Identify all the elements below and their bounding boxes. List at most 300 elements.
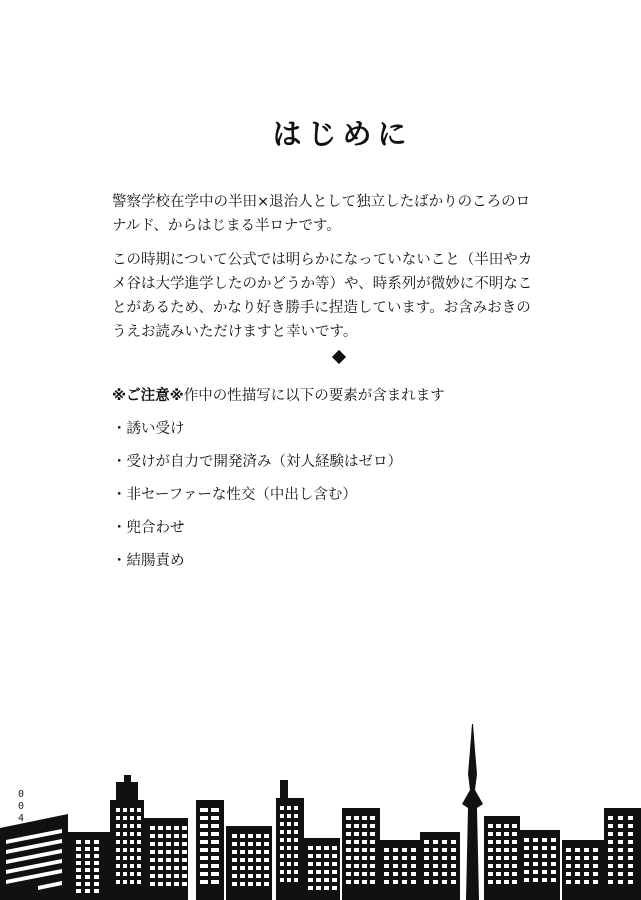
window [256,834,261,838]
window [488,872,493,876]
window [496,824,501,828]
window [76,847,81,851]
window [424,848,429,852]
window [332,862,337,866]
page-number-digit: 0 [17,789,25,800]
window [287,814,291,818]
window [504,832,509,836]
window [533,870,538,874]
city-skyline-illustration [0,680,641,900]
window [370,840,375,844]
window [512,880,517,884]
window [424,880,429,884]
window [496,832,501,836]
window [608,864,613,868]
window [593,848,598,852]
window [174,858,179,862]
window [182,858,187,862]
window [264,866,269,870]
window [308,862,313,866]
window [248,842,253,846]
window [411,880,416,884]
window [393,856,398,860]
window [346,864,351,868]
window [451,848,456,852]
window [370,880,375,884]
window [137,840,141,844]
window [166,882,171,886]
window [137,832,141,836]
window [362,872,367,876]
window [324,862,329,866]
window [182,834,187,838]
window [316,854,321,858]
window [85,861,90,865]
window [158,826,163,830]
window [451,856,456,860]
window [123,824,127,828]
window [628,840,633,844]
list-item: ・結腸責め [112,553,185,569]
window [332,846,337,850]
window [584,848,589,852]
window [150,882,155,886]
window [280,878,284,882]
window [294,846,298,850]
window [411,872,416,876]
window [287,830,291,834]
window [618,864,623,868]
window [287,846,291,850]
window [488,880,493,884]
window [137,872,141,876]
window [393,880,398,884]
window [362,816,367,820]
window [174,842,179,846]
window [393,872,398,876]
window [85,854,90,858]
window [608,856,613,860]
window [137,856,141,860]
window [182,874,187,878]
window [116,872,120,876]
window [116,816,120,820]
window [488,840,493,844]
window [308,846,313,850]
window [211,880,219,884]
window [240,834,245,838]
window [608,840,613,844]
window [354,872,359,876]
window [488,856,493,860]
window [393,848,398,852]
window [94,840,99,844]
window [524,846,529,850]
window [211,848,219,852]
window [287,854,291,858]
window [123,872,127,876]
window [182,842,187,846]
window [264,850,269,854]
window [424,872,429,876]
window [504,840,509,844]
window [593,856,598,860]
window [182,850,187,854]
window [200,816,208,820]
window [402,864,407,868]
window [512,832,517,836]
window [166,866,171,870]
window [123,808,127,812]
window [433,880,438,884]
window [130,824,134,828]
window [608,880,613,884]
window [76,854,81,858]
window [123,880,127,884]
window [85,847,90,851]
window [566,880,571,884]
window [512,864,517,868]
window [628,824,633,828]
window [232,842,237,846]
window [512,840,517,844]
window [308,886,313,890]
window [232,874,237,878]
window [496,856,501,860]
window [294,862,298,866]
window [130,872,134,876]
window [354,856,359,860]
window [362,824,367,828]
window [76,861,81,865]
window [264,858,269,862]
window [116,880,120,884]
window [130,832,134,836]
window [496,872,501,876]
window [150,834,155,838]
window [280,854,284,858]
window [130,880,134,884]
window [354,824,359,828]
window [551,870,556,874]
window [200,880,208,884]
window [504,856,509,860]
window [593,880,598,884]
window [575,864,580,868]
window [451,864,456,868]
window [618,848,623,852]
window [608,832,613,836]
window [618,872,623,876]
window [174,850,179,854]
window [166,850,171,854]
window [542,878,547,882]
window [94,889,99,893]
window [332,886,337,890]
window [346,840,351,844]
window [130,840,134,844]
window [551,878,556,882]
content-warning-section [112,384,536,582]
window [123,864,127,868]
window [76,889,81,893]
window [442,864,447,868]
window [116,832,120,836]
window [264,874,269,878]
window [240,858,245,862]
window [240,842,245,846]
window [370,832,375,836]
window [442,872,447,876]
window [287,862,291,866]
window [442,840,447,844]
window [158,866,163,870]
window [551,846,556,850]
window [256,850,261,854]
window [628,872,633,876]
window [575,872,580,876]
window [248,866,253,870]
window [504,848,509,852]
window [551,854,556,858]
window [211,856,219,860]
window [346,856,351,860]
list-item: ・誘い受け [112,421,185,437]
window [174,826,179,830]
window [496,848,501,852]
window [280,862,284,866]
crescent-moon-icon [132,688,178,742]
window [211,808,219,812]
window [584,872,589,876]
window [200,848,208,852]
window [542,862,547,866]
window [232,882,237,886]
window [370,864,375,868]
window [442,848,447,852]
window [533,838,538,842]
window [166,842,171,846]
window [158,882,163,886]
window [137,824,141,828]
window [316,878,321,882]
window [123,816,127,820]
window [116,840,120,844]
window [85,882,90,886]
window [211,832,219,836]
window [232,850,237,854]
window [240,850,245,854]
list-item: ・兜合わせ [112,520,185,536]
window [248,850,253,854]
window [628,864,633,868]
window [280,822,284,826]
window [158,834,163,838]
window [504,880,509,884]
window [424,840,429,844]
window [200,872,208,876]
window [346,848,351,852]
window [76,875,81,879]
window [618,840,623,844]
window [411,864,416,868]
window [608,848,613,852]
window [451,880,456,884]
window [628,880,633,884]
content-warning-heading [112,384,536,408]
window [200,856,208,860]
window [542,870,547,874]
window [294,806,298,810]
window [123,832,127,836]
window [433,856,438,860]
window [512,848,517,852]
window [308,878,313,882]
window [424,856,429,860]
window [433,864,438,868]
window [294,838,298,842]
window [402,880,407,884]
window [166,858,171,862]
window [384,880,389,884]
window [137,864,141,868]
window [76,882,81,886]
window [362,864,367,868]
window [324,846,329,850]
window [200,832,208,836]
window [608,824,613,828]
window [384,848,389,852]
window [94,868,99,872]
list-item: ・非セーファーな性交（中出し含む） [112,487,357,503]
window [442,856,447,860]
window [370,816,375,820]
window [324,854,329,858]
window [182,866,187,870]
window [496,864,501,868]
window [566,872,571,876]
window [116,864,120,868]
window [116,848,120,852]
window [393,864,398,868]
list-item: ・受けが自力で開発済み（対人経験はゼロ） [112,454,402,470]
window [524,854,529,858]
window [504,824,509,828]
window [137,880,141,884]
window [618,832,623,836]
window [264,834,269,838]
window [575,880,580,884]
window [411,848,416,852]
window [150,866,155,870]
window [264,842,269,846]
window [533,878,538,882]
window [280,806,284,810]
window [294,830,298,834]
window [370,872,375,876]
window [488,864,493,868]
window [94,882,99,886]
window [370,856,375,860]
window [354,832,359,836]
window [94,854,99,858]
window [402,848,407,852]
intro-paragraph-1: 警察学校在学中の半田×退治人として独立したばかりのころのロナルド、からはじまる半ロナです。 [112,194,531,234]
window [433,872,438,876]
window [85,840,90,844]
window [130,864,134,868]
window [324,870,329,874]
window [316,862,321,866]
intro-section [112,190,536,354]
window [287,870,291,874]
content-warning-text: 作中の性描写に以下の要素が含まれます [183,388,445,404]
content-warning-list [112,417,536,573]
window [488,824,493,828]
window [496,840,501,844]
window [150,850,155,854]
window [512,856,517,860]
window [232,866,237,870]
window [287,878,291,882]
window [137,808,141,812]
window [137,848,141,852]
window [488,832,493,836]
window [512,872,517,876]
window [324,878,329,882]
window [402,856,407,860]
window [211,840,219,844]
window [280,830,284,834]
window [618,824,623,828]
window [123,856,127,860]
window [346,832,351,836]
window [496,880,501,884]
window [618,880,623,884]
window [346,880,351,884]
window [287,838,291,842]
window [575,856,580,860]
window [85,889,90,893]
window [248,858,253,862]
window [123,840,127,844]
window [232,834,237,838]
window [308,854,313,858]
window [116,824,120,828]
window [524,870,529,874]
window [542,854,547,858]
window [593,872,598,876]
window [433,848,438,852]
window [346,872,351,876]
window [211,864,219,868]
window [150,858,155,862]
window [533,846,538,850]
window [158,842,163,846]
window [182,826,187,830]
window [150,826,155,830]
window [200,808,208,812]
window [200,824,208,828]
window [442,880,447,884]
window [94,861,99,865]
window [316,846,321,850]
window [354,848,359,852]
window [280,846,284,850]
window [584,856,589,860]
window [524,838,529,842]
window [76,868,81,872]
